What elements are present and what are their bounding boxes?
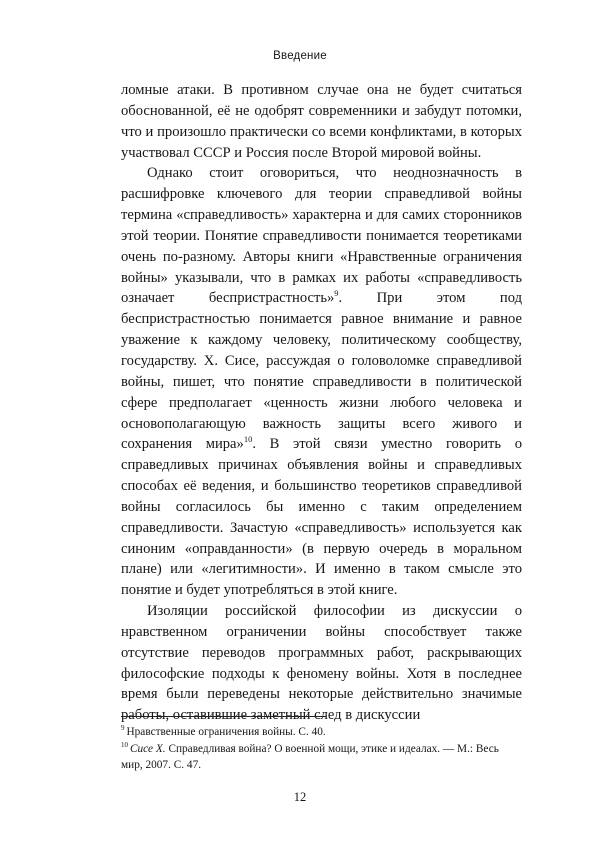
paragraph-1 bbox=[121, 80, 522, 163]
footnote-10 bbox=[121, 741, 522, 774]
text-segment: Однако стоит оговориться, что неоднозначность в расшифровке ключевого для теории справедливой войны термина «справедливость» характерна и для самих сторонников этой теории. Понятие справедливости понимается теоретиками очень по-разному. Авторы книги «Нравственные ограничения войны» указывали, что в рамках их работы «справедливость означает беспристрастность» bbox=[121, 165, 522, 307]
running-head: Введение bbox=[273, 50, 327, 62]
paragraph-2 bbox=[121, 163, 522, 601]
paragraph-3 bbox=[121, 601, 522, 726]
text-segment: ломные атаки. В противном случае она не будет считаться обоснованной, её не одобрят современники и забудут потомки, что и произошло практически со всеми конфликтами, в которых участвовал СССР и Россия после Второй мировой войны. bbox=[121, 82, 522, 161]
footnote-ref-9[interactable]: 9 bbox=[334, 288, 339, 299]
text-segment: . При этом под беспристрастностью понимается равное внимание и равное уважение к каждому человеку, политическому сообществу, государству. Х. Сисе, рассуждая о головоломке справедливой войны, пишет, что понятие справедливости в политической сфере предполагает «ценность жизни любого человека и основополагающую важность защиты всего живого и сохранения мира» bbox=[121, 290, 522, 453]
footnote-text: Справедливая война? О военной мощи, этике и идеалах. — М.: Весь мир, 2007. С. 47. bbox=[121, 742, 499, 771]
footnote-number: 10 bbox=[121, 740, 128, 749]
text-segment: . В этой связи уместно говорить о справедливых причинах объявления войны и справедливых способах её ведения, и большинство теоретиков справедливой войны согласилось бы именно с таким определением справедливости. Зачастую «справедливость» используется как синоним «оправданности» (в первую очередь в моральном плане) или «легитимности». И именно в таком смысле это понятие и будет употребляться в этой книге. bbox=[121, 436, 522, 599]
footnote-9 bbox=[121, 724, 522, 741]
footnote-author: Сисе Х. bbox=[130, 742, 166, 755]
text-segment: Изоляции российской философии из дискуссии о нравственном ограничении войны способствует также отсутствие переводов программных работ, раскрывающих философские подходы к феномену войны. Хотя в последнее время были переведены некоторые действительно значимые работы, оставившие заметный след в дискуссии bbox=[121, 603, 522, 724]
footnote-ref-10[interactable]: 10 bbox=[243, 434, 253, 445]
page-number: 12 bbox=[293, 790, 307, 804]
footnote-text: Нравственные ограничения войны. С. 40. bbox=[126, 726, 326, 738]
body-text bbox=[121, 80, 522, 726]
footnote-number: 9 bbox=[121, 724, 125, 733]
footnote-divider bbox=[121, 716, 326, 717]
footnotes bbox=[121, 724, 522, 774]
